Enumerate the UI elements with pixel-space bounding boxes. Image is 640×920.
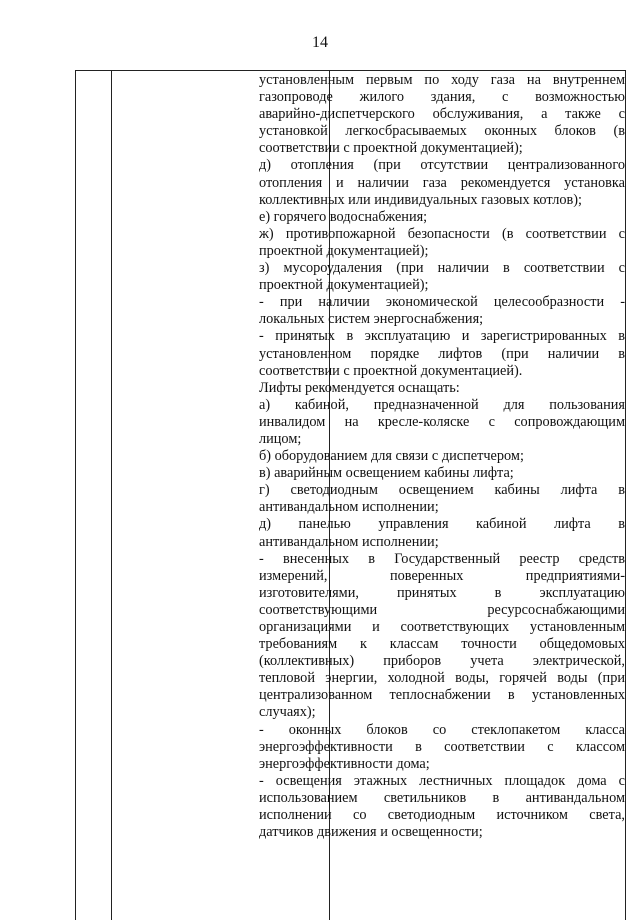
text-line: коллективных или индивидуальных газовых котлов); [259,191,582,208]
text-line: антивандальном исполнении; [259,533,439,550]
text-line: - внесенных в Государственный реестр средств [259,550,625,567]
text-line: измерений, поверенных предприятиями- [259,567,625,584]
text-line: (коллективных) приборов учета электрической, [259,653,625,670]
text-line: случаях); [259,704,316,721]
text-line: соответствии с проектной документацией); [259,140,523,157]
text-line: тепловой энергии, холодной воды, горячей воды (при [259,670,625,687]
text-line: е) горячего водоснабжения; [259,208,428,225]
text-line: датчиков движения и освещенности; [259,824,483,841]
text-line: г) светодиодным освещением кабины лифта в [259,482,625,499]
text-line: аварийно-диспетчерского обслуживания, а также с [259,106,625,123]
text-line: - принятых в эксплуатацию и зарегистрированных в [259,328,625,345]
text-line: б) оборудованием для связи с диспетчером; [259,448,524,465]
text-line: проектной документацией); [259,242,429,259]
text-line: - освещения этажных лестничных площадок дома с [259,772,625,789]
text-line: соответствии с проектной документацией). [259,362,523,379]
text-line: установкой легкосбрасываемых оконных блоков (в [259,123,625,140]
content-text [259,72,625,841]
table-cell-number [76,71,112,920]
text-line: а) кабиной, предназначенной для пользования [259,396,625,413]
text-line: исполнении со светодиодным источником света, [259,807,625,824]
text-line: отопления и наличии газа рекомендуется установка [259,174,625,191]
text-line: использованием светильников в антивандальном [259,789,625,806]
text-line: установленном порядке лифтов (при наличии в [259,345,625,362]
text-line: инвалидом на кресле-коляске с сопровождающим [259,413,625,430]
text-line: изготовителями, принятых в эксплуатацию [259,584,625,601]
text-line: - оконных блоков со стеклопакетом класса [259,721,625,738]
text-line: д) панелью управления кабиной лифта в [259,516,625,533]
text-line: требованиям к классам точности общедомовых [259,636,625,653]
text-line: Лифты рекомендуется оснащать: [259,379,460,396]
text-line: установленным первым по ходу газа на внутреннем [259,72,625,88]
text-line: энергоэффективности в соответствии с классом [259,738,625,755]
text-line: централизованном теплоснабжении в установленных [259,687,625,704]
text-line: соответствующими ресурсоснабжающими [259,601,625,618]
text-line: лицом; [259,430,302,447]
text-line: локальных систем энергоснабжения; [259,311,484,328]
text-line: д) отопления (при отсутствии централизованного [259,157,625,174]
text-line: проектной документацией); [259,277,429,294]
text-line: в) аварийным освещением кабины лифта; [259,465,514,482]
text-line: з) мусороудаления (при наличии в соответствии с [259,260,625,277]
text-line: газопроводе жилого здания, с возможностью [259,89,625,106]
text-line: энергоэффективности дома; [259,755,430,772]
text-line: организациями и соответствующих установленным [259,619,625,635]
text-line: антивандальном исполнении; [259,499,439,516]
text-line: - при наличии экономической целесообразности - [259,294,625,311]
text-line: ж) противопожарной безопасности (в соответствии с [259,225,625,242]
page-number: 14 [312,34,328,51]
